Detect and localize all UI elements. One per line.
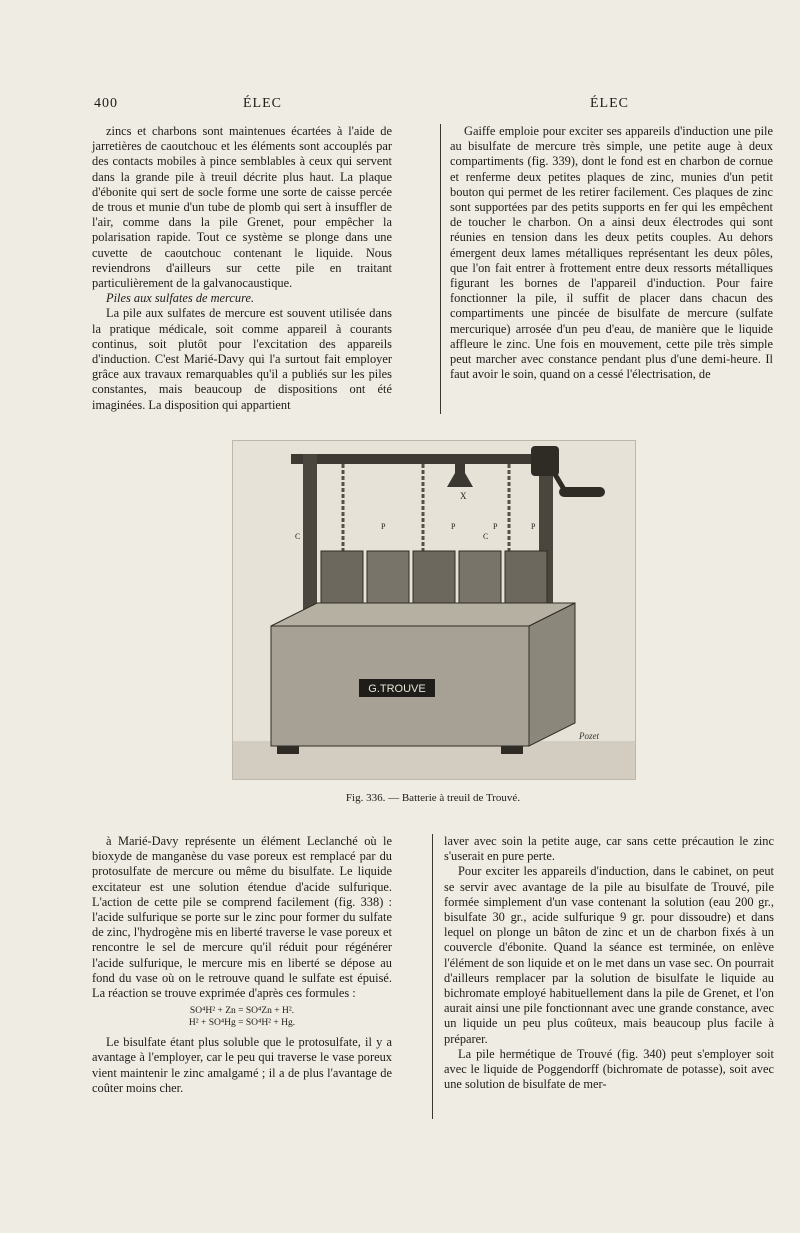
figure-letter-p-2: P (451, 522, 456, 531)
paragraph: zincs et charbons sont maintenues écartées à l'aide de jarretières de caoutchouc et les éléments sont accouplés par des contacts mobiles à pince semblables à ceux qui servent dans la grande pile à treuil décrite plus haut. La plaque d'ébonite qui sert de socle forme une sorte de caisse percée de trous et munie d'un tube de plomb qui sert à insuffler de l'air, comme dans la pile Grenet, pour empêcher la polarisation rapide. Tout ce système se plonge dans une cuvette de caoutchouc contenant le liquide. Nous reviendrons d'ailleurs sur cette pile en traitant particulièrement de la galvanocaustique. (92, 124, 392, 291)
paragraph: Gaiffe emploie pour exciter ses appareils d'induction une pile au bisulfate de mercure très simple, une petite auge à deux compartiments (fig. 339), dont le fond est en charbon de cornue et renferme deux petites plaques de zinc, munies d'un petit bouton qui permet de les retirer facilement. Ces plaques de zinc sont supportées par des petits supports en fer qui les empêchent de toucher le charbon. On a ainsi deux électrodes qui sont réunies en tension dans les deux petits couples. Au dehors émergent deux lames métalliques représentant les deux pôles, que l'on fait entrer à frottement entre deux ressorts métalliques figurant les bornes de l'appareil d'induction. Pour faire fonctionner la pile, il suffit de placer dans chacun des compartiments une pincée de bisulfate de mercure (sulfate mercurique) arrosée d'un peu d'eau, de manière que le liquide affleure le zinc. Une fois en mouvement, cette pile très simple peut marcher avec constance pendant plus d'une demi-heure. Il faut avoir le soin, quand on a cessé l'électrisation, de (450, 124, 773, 382)
figure-letter-p-1: P (381, 522, 386, 531)
figure-letter-p-4: P (531, 522, 536, 531)
figure-letter-c-1: C (295, 532, 301, 541)
running-title-left: ÉLEC (243, 96, 282, 111)
figure-letter-p-3: P (493, 522, 498, 531)
box-foot-left (277, 746, 299, 754)
box-foot-right (501, 746, 523, 754)
page-number: 400 (94, 96, 118, 111)
figure-letter-c-2: C (483, 532, 489, 541)
battery-engraving (233, 441, 635, 779)
chemical-formula (92, 1005, 392, 1029)
paragraph: Pour exciter les appareils d'induction, dans le cabinet, on peut se servir avec avantage de la pile au bisulfate de Trouvé, pile formée simplement d'un vase contenant la solution (eau 200 gr., bisulfate 30 gr., acide sulfurique 9 gr. pour dissoudre) et dans lequel on plonge un bâton de zinc et un de charbon fixés à un couvercle d'ébonite. Quand la séance est terminée, on enlève l'élément de son liquide et on le met dans un vase sec. On pourrait d'ailleurs remplacer par la solution de bisulfate le liquide au bichromate employé habituellement dans la pile de Grenet, et l'on aurait ainsi une pile fonctionnant avec une grande constance, avec un liquide un peu plus coûteux, mais beaucoup plus facile à préparer. (444, 864, 774, 1046)
section-heading: Piles aux sulfates de mercure. (106, 291, 255, 306)
winch-axle (291, 454, 559, 464)
winch-crank-arm (553, 471, 565, 491)
nameplate-label: G.TROUVE (368, 683, 426, 695)
running-title-right: ÉLEC (590, 96, 629, 111)
paragraph: à Marié-Davy représente un élément Leclanché où le bioxyde de manganèse du vase poreux est remplacé par du protosulfate de mercure ou même du bisulfate. Le liquide excitateur est une solution étendue d'acide sulfurique. L'action de cette pile se comprend facilement (fig. 338) : l'acide sulfurique se porte sur le zinc pour former du sulfate de zinc, l'hydrogène mis en liberté traverse le vase poreux et rencontre le sel de mercure qu'il réduit pour régénérer l'acide sulfurique, le mercure mis en liberté se dépose au fond du vase où on le retrouve quand le sulfate est épuisé. La réaction se trouve exprimée d'après ces formules : (92, 834, 392, 1001)
figure-caption: Fig. 336. — Batterie à treuil de Trouvé. (345, 792, 521, 804)
column-divider-top (440, 124, 441, 414)
paragraph: Le bisulfate étant plus soluble que le protosulfate, il y a avantage à l'employer, car le peu qui traverse le vase poreux vient maintenir le zinc amalgamé ; il a de plus l'avantage de coûter moins cher. (92, 1035, 392, 1095)
figure-letter-x: X (460, 491, 467, 501)
formula-line: SO⁴H² + Zn = SO⁴Zn + H². (189, 1006, 295, 1017)
engraver-signature: Pozet (579, 731, 599, 741)
box-side (529, 603, 575, 746)
winch-left-post (303, 454, 317, 614)
bottom-left-column (92, 834, 392, 1096)
paragraph: La pile hermétique de Trouvé (fig. 340) peut s'employer soit avec le liquide de Poggendorff (bichromate de potasse), soit avec une solution de bisulfate de mer- (444, 1046, 774, 1092)
formula-line: H² + SO⁴Hg = SO⁴H² + Hg. (188, 1018, 296, 1029)
bottom-right-column (444, 834, 774, 1092)
box-top-rim (271, 603, 575, 626)
column-divider-bottom (432, 834, 433, 1119)
top-right-column (450, 124, 773, 382)
top-left-column (92, 124, 392, 413)
bell-weight (447, 464, 473, 487)
figure-illustration (232, 440, 636, 780)
paragraph: La pile aux sulfates de mercure est souvent utilisée dans la pratique médicale, soit comme appareil à courants continus, soit plutôt pour l'excitation des appareils d'induction. C'est Marié-Davy qui l'a surtout fait employer grâce aux travaux remarquables qu'il a publiés sur les piles constantes, mais beaucoup de dispositions ont été imaginées. La disposition qui appartient (92, 306, 392, 412)
paragraph: laver avec soin la petite auge, car sans cette précaution le zinc s'userait en pure perte. (444, 834, 774, 864)
